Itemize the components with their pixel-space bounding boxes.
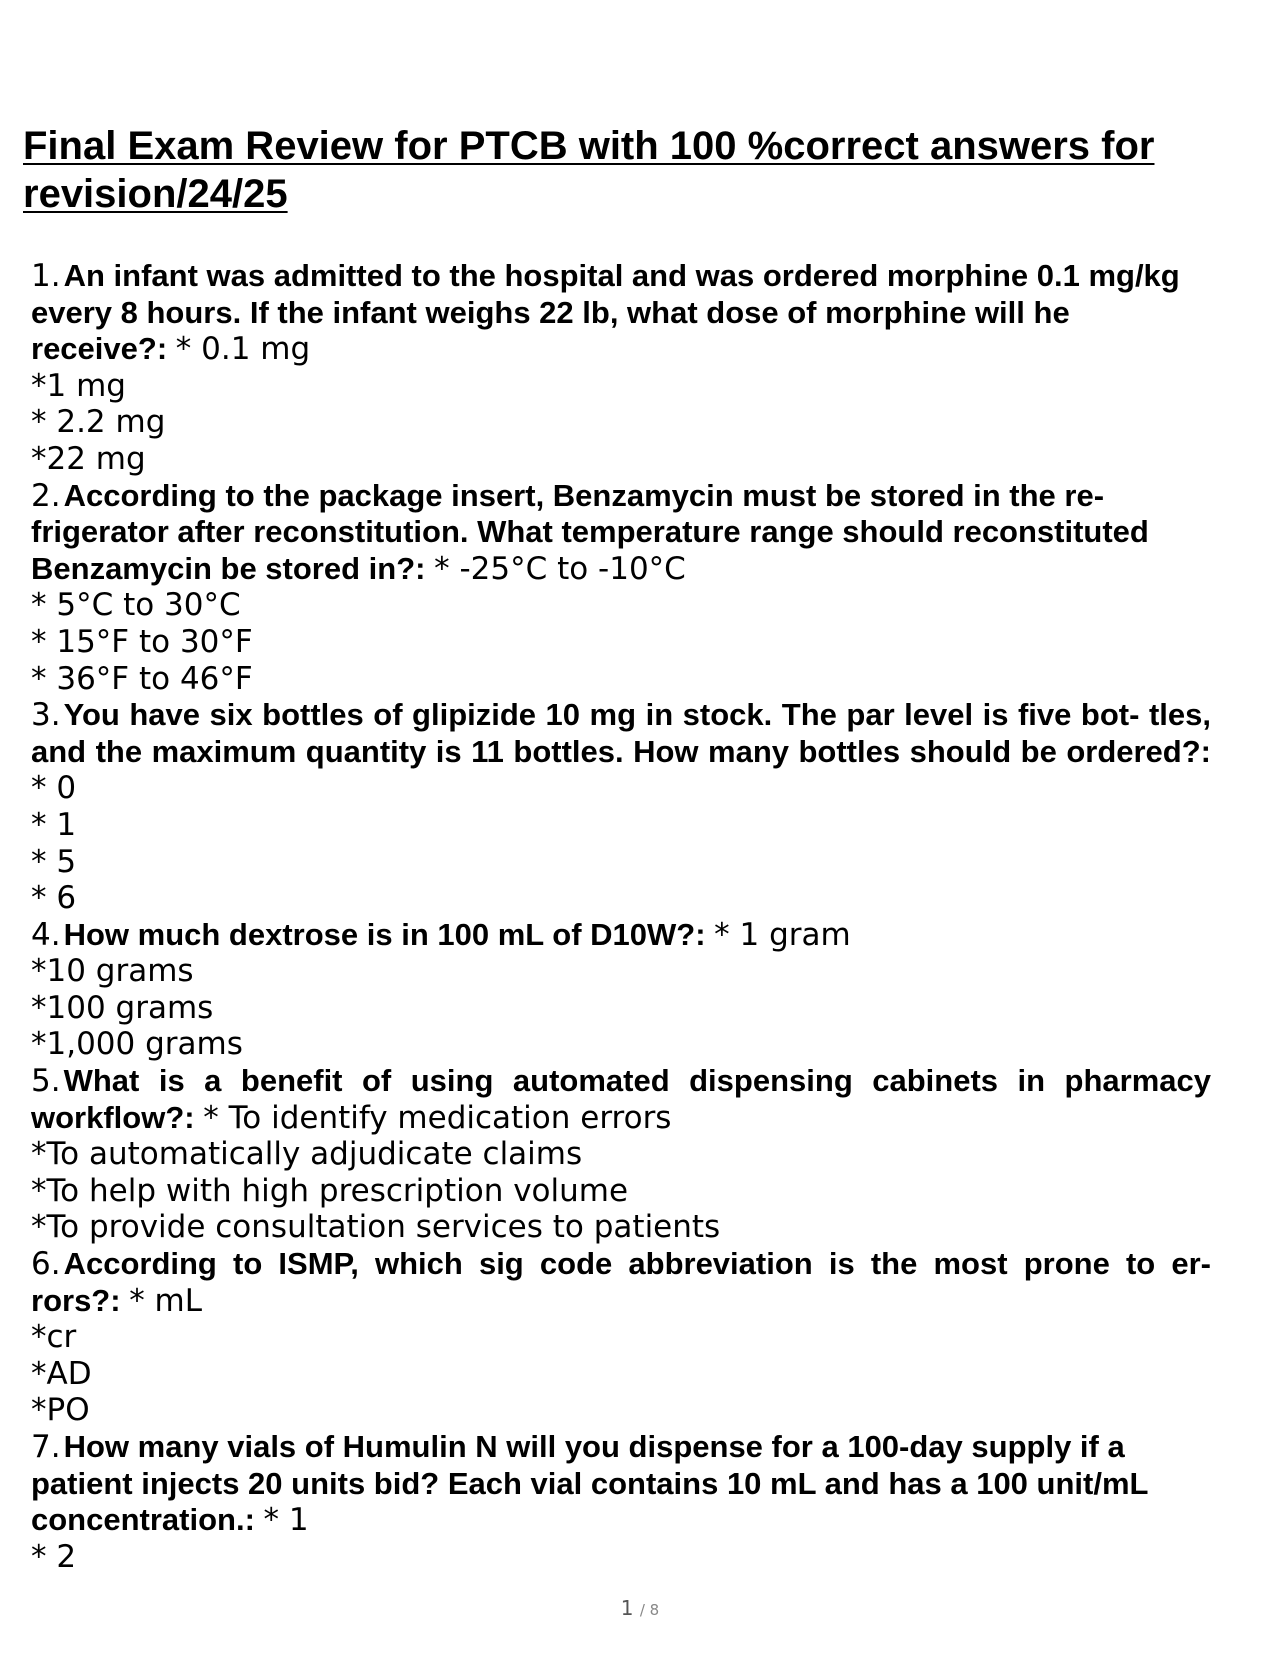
answer-option: *cr (31, 1319, 77, 1356)
page-title: Final Exam Review for PTCB with 100 %correct answers for revision/24/25 (23, 124, 1155, 216)
answer-option: * 36°F to 46°F (31, 660, 253, 697)
question-text (31, 1063, 1211, 1136)
question-prompt: How many vials of Humulin N will you dispense for a 100-day supply if a patient injects 20 units bid? Each vial contains 10 mL and has a 100 unit/mL concentration.: (31, 1429, 1148, 1538)
question-item (31, 1429, 1211, 1575)
answer-option: * 1 gram (714, 916, 851, 953)
answer-option: *PO (31, 1392, 90, 1429)
answer-option: * 2 (31, 1538, 77, 1575)
answer-option: * 2.2 mg (31, 404, 166, 441)
answer-option: *1,000 grams (31, 1026, 243, 1063)
answer-option: *22 mg (31, 440, 146, 477)
question-prompt: An infant was admitted to the hospital and was ordered morphine 0.1 mg/kg every 8 hours. If the infant weighs 22 lb, what dose of morphine will he receive?: (31, 258, 1180, 367)
question-item (31, 697, 1211, 917)
question-number: 4. (31, 916, 61, 953)
question-item (31, 258, 1211, 478)
question-number: 5. (31, 1063, 61, 1100)
answer-option: *10 grams (31, 953, 194, 990)
question-prompt: You have six bottles of glipizide 10 mg in stock. The par level is five bot- tles, and the maximum quantity is 11 bottles. How many bottles should be ordered?: (31, 697, 1211, 769)
answer-option: * To identify medication errors (203, 1099, 672, 1136)
question-text (31, 1429, 1211, 1539)
question-number: 6. (31, 1246, 61, 1283)
page-indicator (0, 1596, 1280, 1620)
question-item (31, 917, 1211, 1063)
answer-option: *To automatically adjudicate claims (31, 1136, 583, 1173)
question-text (31, 697, 1211, 807)
answer-option: * 0.1 mg (175, 331, 311, 368)
question-item (31, 1246, 1211, 1429)
question-number: 7. (31, 1429, 61, 1465)
question-text (31, 258, 1211, 368)
question-prompt: According to ISMP, which sig code abbreviation is the most prone to er- rors?: (31, 1246, 1211, 1318)
answer-option: * 5 (31, 843, 77, 880)
question-item (31, 1063, 1211, 1246)
question-text (31, 1246, 1211, 1319)
question-list (31, 258, 1211, 1575)
answer-option: *To help with high prescription volume (31, 1172, 629, 1209)
answer-option: * -25°C to -10°C (434, 550, 686, 587)
question-prompt: According to the package insert, Benzamycin must be stored in the re- frigerator after reconstitution. What temperature range should reconstituted Benzamycin be stored in?: (31, 477, 1149, 586)
answer-option: *To provide consultation services to patients (31, 1209, 721, 1246)
page-current: 1 (620, 1596, 634, 1620)
question-number: 1. (31, 258, 61, 294)
question-number: 3. (31, 697, 61, 734)
page-total: / 8 (639, 1601, 660, 1619)
answer-option: * 1 (31, 806, 77, 843)
answer-option: * 1 (263, 1502, 309, 1539)
answer-option: * 5°C to 30°C (31, 587, 241, 624)
question-prompt: How much dextrose is in 100 mL of D10W?: (63, 916, 706, 952)
question-text (31, 478, 1211, 588)
answer-option: *1 mg (31, 367, 126, 404)
answer-option: * 6 (31, 880, 77, 917)
question-item (31, 478, 1211, 698)
answer-option: * 15°F to 30°F (31, 623, 253, 660)
question-number: 2. (31, 477, 61, 514)
question-text (31, 917, 1211, 954)
question-prompt: What is a benefit of using automated dispensing cabinets in pharmacy workflow?: (31, 1063, 1211, 1135)
answer-option: *100 grams (31, 989, 214, 1026)
answer-option: * 0 (31, 770, 77, 807)
answer-option: * mL (129, 1282, 203, 1319)
answer-option: *AD (31, 1355, 92, 1392)
